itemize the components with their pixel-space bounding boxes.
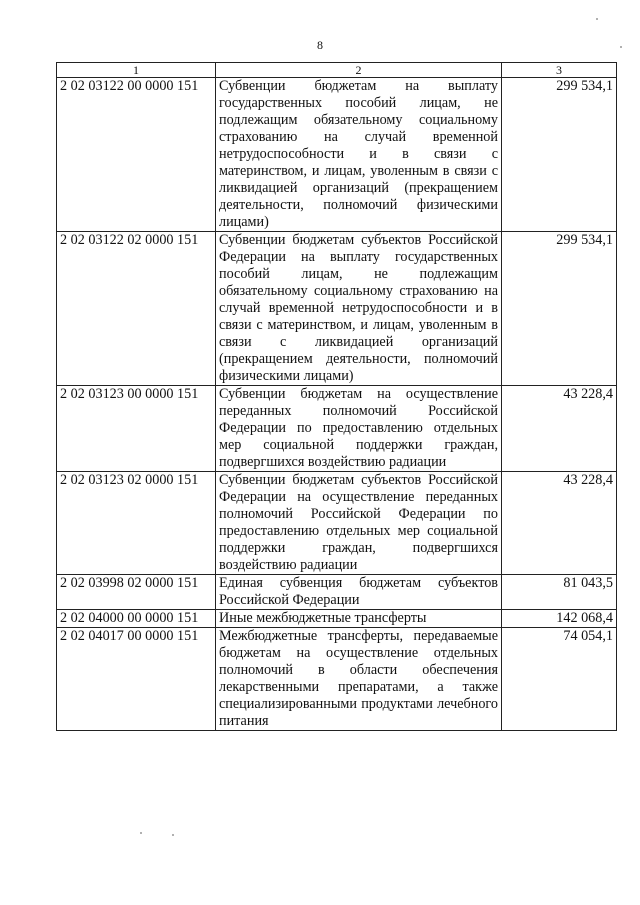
budget-code: 2 02 03122 00 0000 151 (57, 78, 216, 232)
budget-amount: 74 054,1 (502, 628, 617, 731)
page-number: 8 (317, 38, 323, 52)
table-row (57, 232, 617, 386)
budget-table (56, 62, 617, 731)
table-row (57, 610, 617, 628)
table-row (57, 472, 617, 575)
scan-speck (140, 832, 142, 834)
budget-amount: 299 534,1 (502, 232, 617, 386)
budget-description: Единая субвенция бюджетам субъектов Российской Федерации (216, 575, 502, 610)
budget-description: Иные межбюджетные трансферты (216, 610, 502, 628)
budget-amount: 43 228,4 (502, 472, 617, 575)
budget-description: Субвенции бюджетам на осуществление переданных полномочий Российской Федерации по предоставлению отдельных мер социальной поддержки граждан, подвергшихся воздействию радиации (216, 386, 502, 472)
budget-amount: 81 043,5 (502, 575, 617, 610)
table-row (57, 78, 617, 232)
budget-code: 2 02 04017 00 0000 151 (57, 628, 216, 731)
budget-amount: 299 534,1 (502, 78, 617, 232)
column-header-3: 3 (502, 63, 617, 78)
budget-code: 2 02 03122 02 0000 151 (57, 232, 216, 386)
budget-code: 2 02 03123 02 0000 151 (57, 472, 216, 575)
budget-code: 2 02 03998 02 0000 151 (57, 575, 216, 610)
budget-code: 2 02 03123 00 0000 151 (57, 386, 216, 472)
scan-speck (620, 46, 622, 48)
scan-speck (172, 834, 174, 836)
budget-description: Субвенции бюджетам субъектов Российской Федерации на выплату государственных пособий лицам, не подлежащим обязательному социальному страхованию на случай временной нетрудоспособности и в связи с материнством, и лицам, уволенным в связи с ликвидацией организаций (прекращением деятельности, полномочий физическими лицами) (216, 232, 502, 386)
table-row (57, 628, 617, 731)
column-header-2: 2 (216, 63, 502, 78)
column-header-1: 1 (57, 63, 216, 78)
budget-amount: 142 068,4 (502, 610, 617, 628)
scan-speck (596, 18, 598, 20)
table-row (57, 575, 617, 610)
budget-description: Субвенции бюджетам на выплату государственных пособий лицам, не подлежащим обязательному социальному страхованию на случай временной нетрудоспособности и в связи с материнством, и лицам, уволенным в связи с ликвидацией организаций (прекращением деятельности, полномочий физическими лицами) (216, 78, 502, 232)
budget-amount: 43 228,4 (502, 386, 617, 472)
budget-description: Межбюджетные трансферты, передаваемые бюджетам на осуществление отдельных полномочий в области обеспечения лекарственными препаратами, а также специализированными продуктами лечебного питания (216, 628, 502, 731)
budget-description: Субвенции бюджетам субъектов Российской Федерации на осуществление переданных полномочий Российской Федерации по предоставлению отдельных мер социальной поддержки граждан, подвергшихся воздействию радиации (216, 472, 502, 575)
table-header-row (57, 63, 617, 78)
budget-code: 2 02 04000 00 0000 151 (57, 610, 216, 628)
table-row (57, 386, 617, 472)
